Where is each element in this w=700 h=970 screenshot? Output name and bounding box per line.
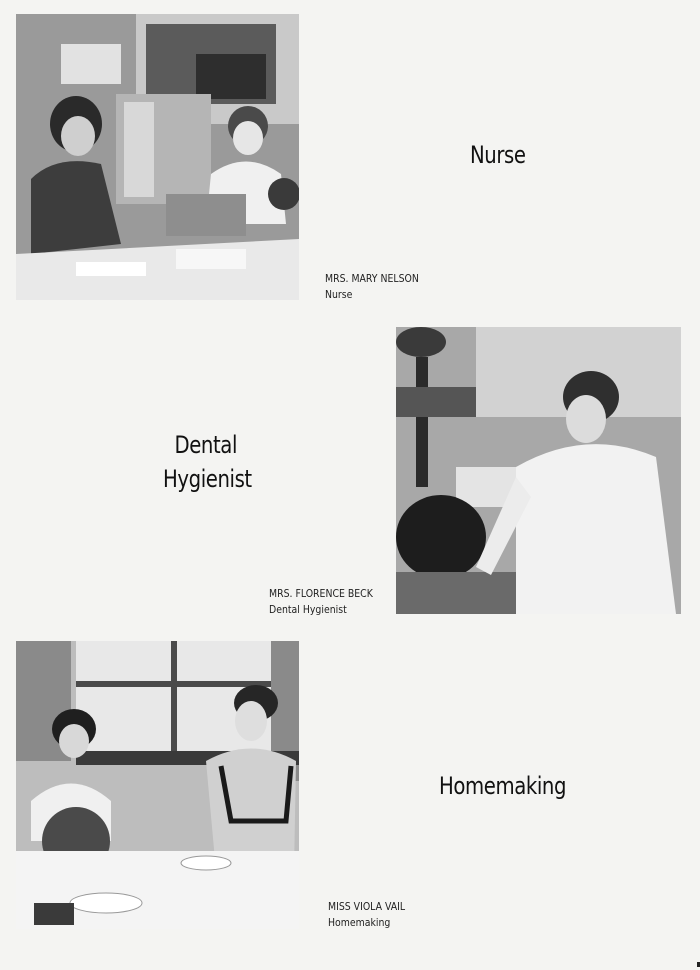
caption-name: MRS. MARY NELSON	[325, 272, 419, 285]
homemaking-photo	[16, 641, 299, 929]
heading-homemaking: Homemaking	[439, 772, 567, 800]
caption-name: MRS. FLORENCE BECK	[269, 587, 373, 600]
heading-line-2: Hygienist	[163, 465, 252, 493]
heading-line-1: Dental	[174, 431, 238, 459]
caption-title: Dental Hygienist	[269, 603, 347, 616]
dental-office-photo	[396, 327, 681, 614]
nurse-office-photo	[16, 14, 299, 300]
caption-dental-hygienist	[269, 586, 373, 618]
caption-title: Nurse	[325, 288, 353, 301]
caption-title: Homemaking	[328, 916, 391, 929]
heading-dental-hygienist	[163, 428, 252, 496]
caption-nurse	[325, 271, 419, 303]
caption-name: MISS VIOLA VAIL	[328, 900, 406, 913]
heading-nurse: Nurse	[470, 141, 526, 169]
caption-homemaking	[328, 899, 405, 931]
